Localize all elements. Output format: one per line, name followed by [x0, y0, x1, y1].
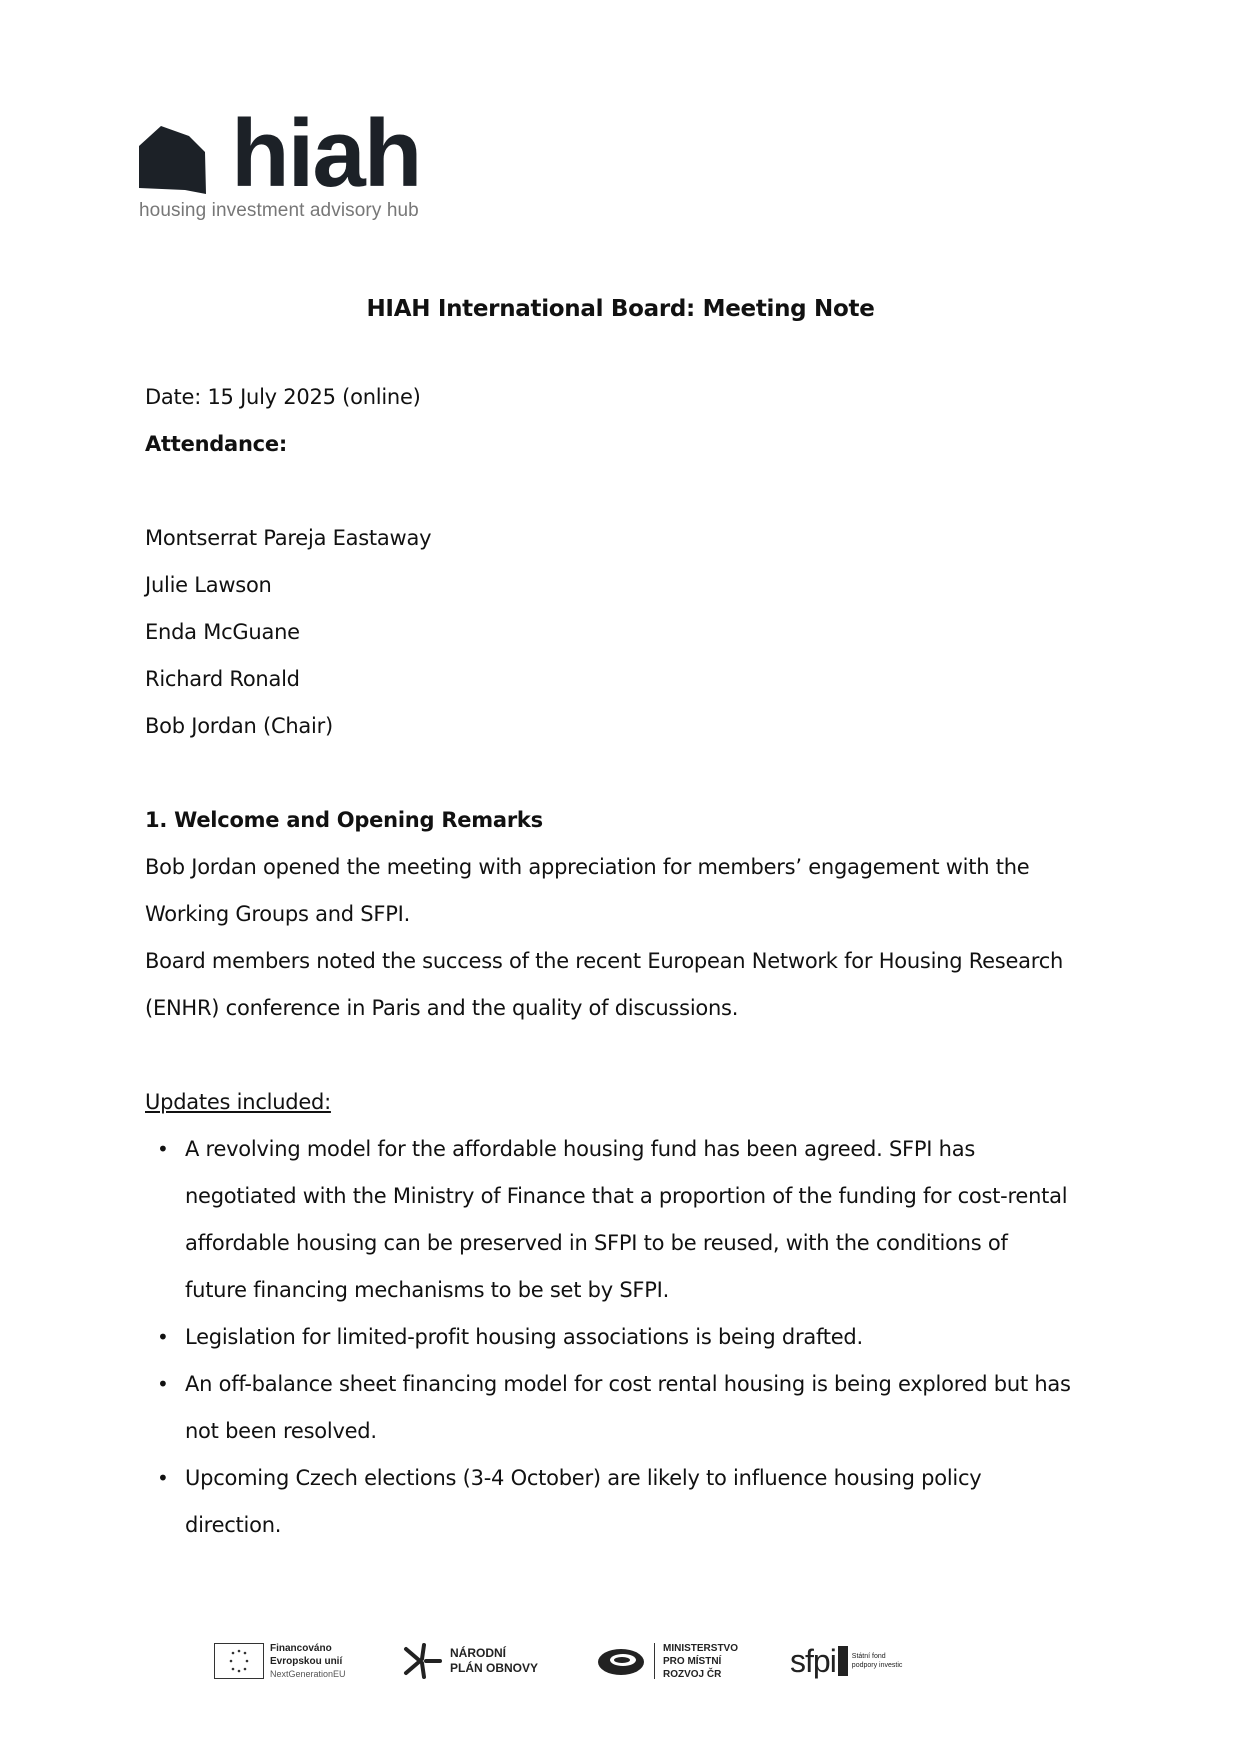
eu-flag-icon — [214, 1643, 264, 1679]
attendee: Julie Lawson — [145, 573, 272, 597]
updates-label: Updates included: — [145, 1090, 331, 1114]
bullet-icon: • — [157, 1466, 169, 1490]
paragraph-line: Bob Jordan opened the meeting with appreciation for members’ engagement with the — [145, 855, 1030, 879]
list-item: • Upcoming Czech elections (3-4 October) are likely to influence housing policy direction. — [145, 1455, 1125, 1549]
funding-logos-footer — [0, 1636, 1241, 1696]
attendee: Bob Jordan (Chair) — [145, 714, 333, 738]
paragraph-line: Working Groups and SFPI. — [145, 902, 411, 926]
logo-wordmark: hiah — [231, 100, 421, 207]
hiah-logo — [139, 100, 439, 222]
mmr-logo: MINISTERSTVO PRO MÍSTNÍ ROZVOJ ČR — [596, 1636, 738, 1686]
document-body — [145, 374, 1125, 1549]
attendee: Montserrat Pareja Eastaway — [145, 526, 432, 550]
attendee: Enda McGuane — [145, 620, 300, 644]
eu-funding-logo: Financováno Evropskou unií NextGenerationEU — [214, 1636, 346, 1686]
bullet-icon: • — [157, 1325, 169, 1349]
attendance-label: Attendance: — [145, 432, 288, 456]
bullet-icon: • — [157, 1137, 169, 1161]
logo-tagline: housing investment advisory hub — [139, 200, 419, 221]
paragraph-line: Board members noted the success of the recent European Network for Housing Research — [145, 949, 1064, 973]
page-title: HIAH International Board: Meeting Note — [366, 296, 875, 322]
npo-star-icon — [402, 1641, 444, 1681]
sfpi-logo: sfpi Státní fond podpory investic — [790, 1642, 903, 1679]
npo-logo: NÁRODNÍ PLÁN OBNOVY — [402, 1636, 538, 1686]
paragraph-line: (ENHR) conference in Paris and the quality of discussions. — [145, 996, 739, 1020]
section-heading: 1. Welcome and Opening Remarks — [145, 808, 543, 832]
list-item: • Legislation for limited-profit housing associations is being drafted. — [145, 1314, 1125, 1361]
attendee-list — [145, 515, 1125, 750]
meeting-date: Date: 15 July 2025 (online) — [145, 385, 421, 409]
house-icon — [139, 124, 209, 204]
bullet-icon: • — [157, 1372, 169, 1396]
updates-list — [145, 1126, 1125, 1549]
list-item: • A revolving model for the affordable housing fund has been agreed. SFPI has negotiated with the Ministry of Finance that a proportion of the funding for cost-rental affordable housing can be preserved in SFPI to be reused, with the conditions of future financing mechanisms to be set by SFPI. — [145, 1126, 1125, 1314]
attendee: Richard Ronald — [145, 667, 300, 691]
mmr-emblem-icon — [596, 1644, 646, 1678]
list-item: • An off-balance sheet financing model for cost rental housing is being explored but has not been resolved. — [145, 1361, 1125, 1455]
